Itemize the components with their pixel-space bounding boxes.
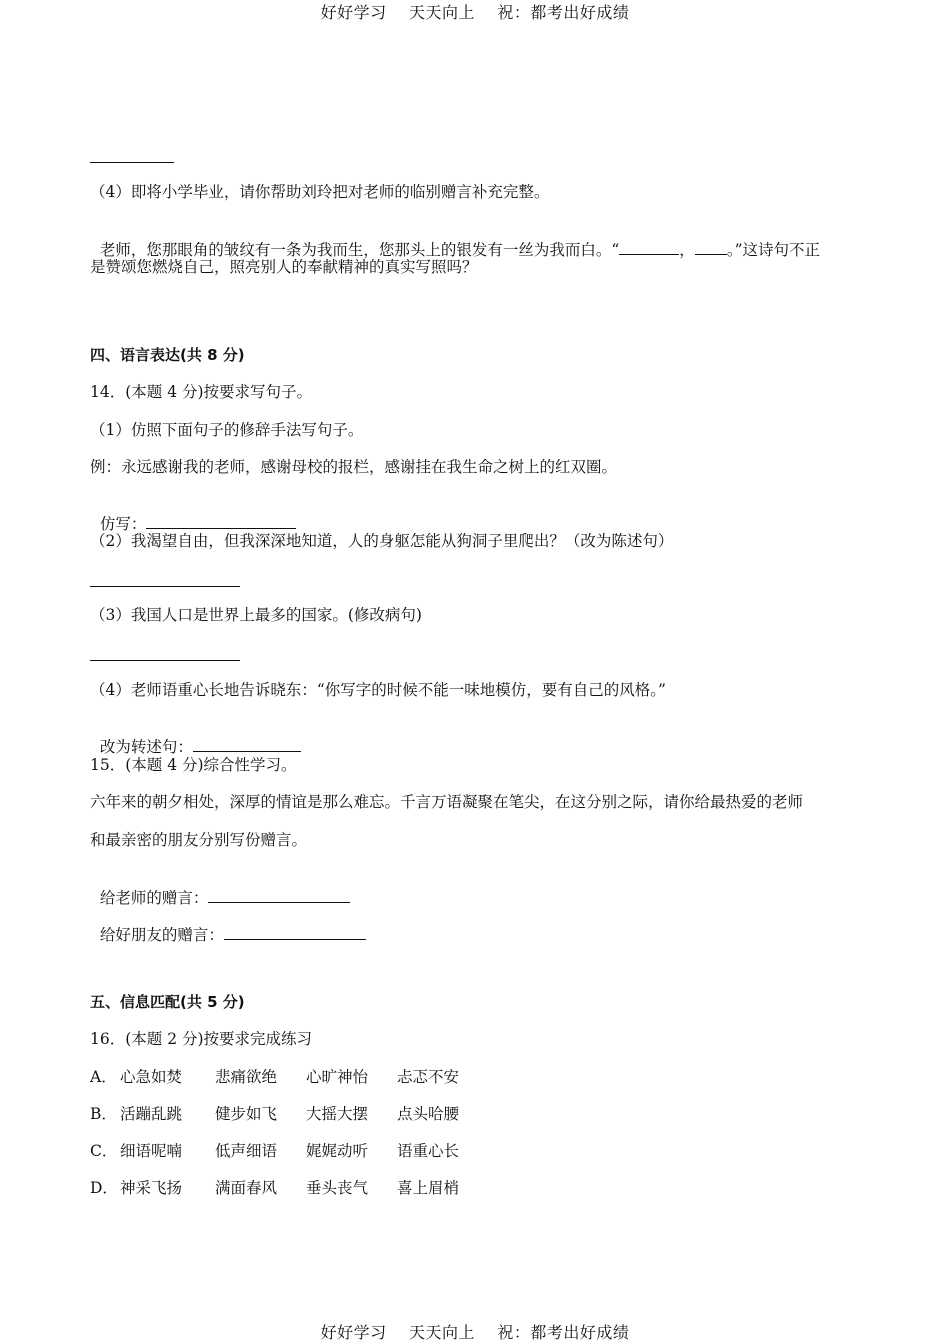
indirect-blank[interactable] <box>193 737 301 752</box>
section4-title: 四、语言表达(共 8 分) <box>90 346 245 364</box>
page-footer: 好好学习 天天向上 祝：都考出好成绩 <box>320 1323 630 1342</box>
section5-title: 五、信息匹配(共 5 分) <box>90 993 245 1011</box>
option-c-word-2: 低声细语 <box>215 1142 278 1160</box>
q13-4-line1 <box>90 220 820 260</box>
option-b-letter: B． <box>90 1105 117 1123</box>
imitate-blank[interactable] <box>146 514 296 529</box>
option-d-word-1: 神采飞扬 <box>120 1179 183 1197</box>
q15-text1: 六年来的朝夕相处，深厚的情谊是那么难忘。千言万语凝聚在笔尖，在这分别之际，请你给最热爱的老师 <box>90 793 804 811</box>
poem-blank-1[interactable] <box>619 240 679 255</box>
option-d-letter: D． <box>90 1179 118 1197</box>
q14-p2: （2）我渴望自由，但我深深地知道，人的身躯怎能从狗洞子里爬出？（改为陈述句） <box>90 532 674 550</box>
q14-p2-answer-line[interactable] <box>90 586 240 587</box>
option-a-word-2: 悲痛欲绝 <box>215 1068 278 1086</box>
answer-line-top <box>90 162 174 163</box>
q13-4-line1-b: 。”这诗句不正 <box>726 241 820 259</box>
option-b-word-4: 点头哈腰 <box>397 1105 460 1123</box>
q13-4-line1-a: 老师，您那眼角的皱纹有一条为我而生，您那头上的银发有一丝为我而白。“ <box>99 241 620 259</box>
q15-teacher <box>90 868 350 908</box>
option-c-word-3: 娓娓动听 <box>306 1142 369 1160</box>
q13-4-line2: 是赞颂您燃烧自己，照亮别人的奉献精神的真实写照吗？ <box>90 258 478 276</box>
q14-p3-answer-line[interactable] <box>90 660 240 661</box>
option-b-word-1: 活蹦乱跳 <box>120 1105 183 1123</box>
option-d-word-2: 满面春风 <box>215 1179 278 1197</box>
option-b-word-3: 大摇大摆 <box>306 1105 369 1123</box>
option-a-word-4: 忐忑不安 <box>397 1068 460 1086</box>
option-d-word-3: 垂头丧气 <box>306 1179 369 1197</box>
q14-title: 14．(本题 4 分)按要求写句子。 <box>90 383 313 401</box>
option-a-word-1: 心急如焚 <box>120 1068 183 1086</box>
teacher-blank[interactable] <box>208 888 350 903</box>
q15-title: 15．(本题 4 分)综合性学习。 <box>90 756 297 774</box>
teacher-label: 给老师的赠言： <box>99 889 209 907</box>
option-a-letter: A． <box>90 1068 117 1086</box>
q14-p4: （4）老师语重心长地告诉晓东：“你写字的时候不能一味地模仿，要有自己的风格。” <box>90 681 666 699</box>
indirect-label: 改为转述句： <box>99 738 193 756</box>
q15-text2: 和最亲密的朋友分别写份赠言。 <box>90 831 308 849</box>
q14-example: 例：永远感谢我的老师，感谢母校的报栏，感谢挂在我生命之树上的红双圈。 <box>90 458 618 476</box>
option-b-word-2: 健步如飞 <box>215 1105 278 1123</box>
q16-title: 16．(本题 2 分)按要求完成练习 <box>90 1030 313 1048</box>
option-c-word-4: 语重心长 <box>397 1142 460 1160</box>
option-a-word-3: 心旷神怡 <box>306 1068 369 1086</box>
option-c-word-1: 细语呢喃 <box>120 1142 183 1160</box>
q13-4-prompt: （4）即将小学毕业，请你帮助刘玲把对老师的临别赠言补充完整。 <box>90 183 550 201</box>
imitate-label: 仿写： <box>99 515 147 533</box>
option-c-letter: C． <box>90 1142 118 1160</box>
friend-label: 给好朋友的赠言： <box>99 926 224 944</box>
q14-imitate <box>90 494 296 534</box>
q14-indirect <box>90 717 301 757</box>
option-d-word-4: 喜上眉梢 <box>397 1179 460 1197</box>
page-header: 好好学习 天天向上 祝：都考出好成绩 <box>320 3 630 22</box>
q14-p3: （3）我国人口是世界上最多的国家。(修改病句) <box>90 606 422 624</box>
q14-p1: （1）仿照下面句子的修辞手法写句子。 <box>90 421 364 439</box>
q15-friend <box>90 905 366 945</box>
friend-blank[interactable] <box>224 925 366 940</box>
q13-4-sep: ， <box>679 241 695 259</box>
poem-blank-2[interactable] <box>695 240 727 255</box>
